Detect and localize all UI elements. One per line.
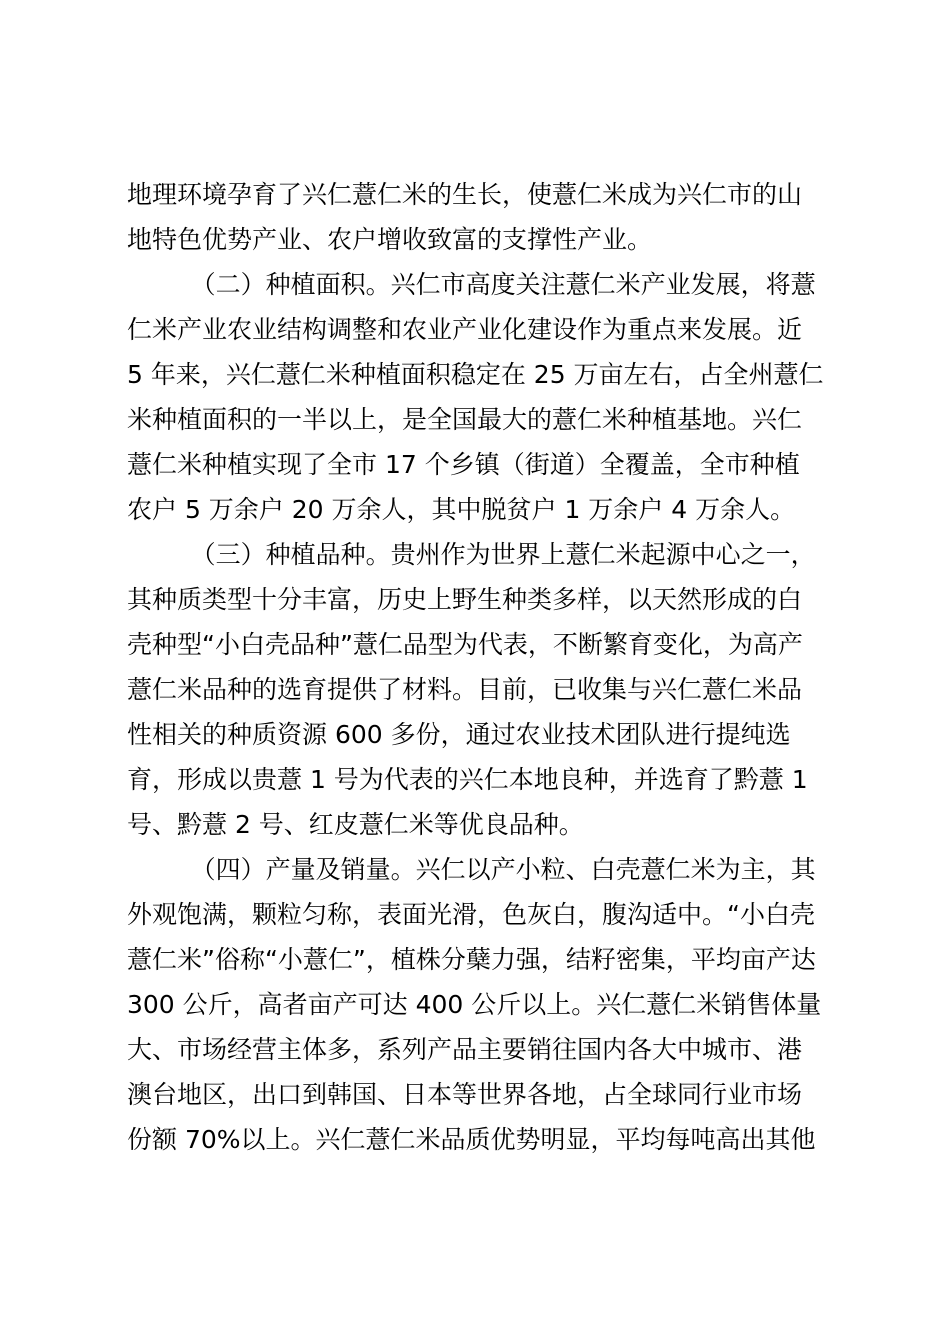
text-line: 育，形成以贵薏 1 号为代表的兴仁本地良种，并选育了黔薏 1 xyxy=(127,765,808,794)
text-line: 壳种型“小白壳品种”薏仁品型为代表，不断繁育变化，为高产 xyxy=(127,630,803,659)
text-line: 份额 70%以上。兴仁薏仁米品质优势明显，平均每吨高出其他 xyxy=(127,1125,816,1154)
text-line: 薏仁米”俗称“小薏仁”，植株分蘖力强，结籽密集，平均亩产达 xyxy=(127,945,816,974)
text-line: （二）种植面积。兴仁市高度关注薏仁米产业发展，将薏 xyxy=(127,270,816,299)
text-line: 农户 5 万余户 20 万余人，其中脱贫户 1 万余户 4 万余人。 xyxy=(127,495,796,524)
text-line: 薏仁米品种的选育提供了材料。目前，已收集与兴仁薏仁米品 xyxy=(127,675,803,704)
text-line: 澳台地区，出口到韩国、日本等世界各地，占全球同行业市场 xyxy=(127,1080,803,1109)
text-line: 外观饱满，颗粒匀称，表面光滑，色灰白，腹沟适中。“小白壳 xyxy=(127,900,815,929)
text-line: 其种质类型十分丰富，历史上野生种类多样，以天然形成的白 xyxy=(127,585,803,614)
text-line: 性相关的种质资源 600 多份，通过农业技术团队进行提纯选 xyxy=(127,720,791,749)
text-line: 号、黔薏 2 号、红皮薏仁米等优良品种。 xyxy=(127,810,584,839)
text-line: （三）种植品种。贵州作为世界上薏仁米起源中心之一， xyxy=(127,540,816,569)
text-line: 薏仁米种植实现了全市 17 个乡镇（街道）全覆盖，全市种植 xyxy=(127,450,800,479)
text-line: 5 年来，兴仁薏仁米种植面积稳定在 25 万亩左右，占全州薏仁 xyxy=(127,360,824,389)
text-line: 地理环境孕育了兴仁薏仁米的生长，使薏仁米成为兴仁市的山 xyxy=(127,180,803,209)
text-line: 地特色优势产业、农户增收致富的支撑性产业。 xyxy=(127,225,653,254)
text-line: 300 公斤，高者亩产可达 400 公斤以上。兴仁薏仁米销售体量 xyxy=(127,990,822,1019)
text-line: 大、市场经营主体多，系列产品主要销往国内各大中城市、港 xyxy=(127,1035,803,1064)
text-line: 米种植面积的一半以上，是全国最大的薏仁米种植基地。兴仁 xyxy=(127,405,803,434)
text-line: （四）产量及销量。兴仁以产小粒、白壳薏仁米为主，其 xyxy=(127,855,816,884)
text-line: 仁米产业农业结构调整和农业产业化建设作为重点来发展。近 xyxy=(127,315,803,344)
